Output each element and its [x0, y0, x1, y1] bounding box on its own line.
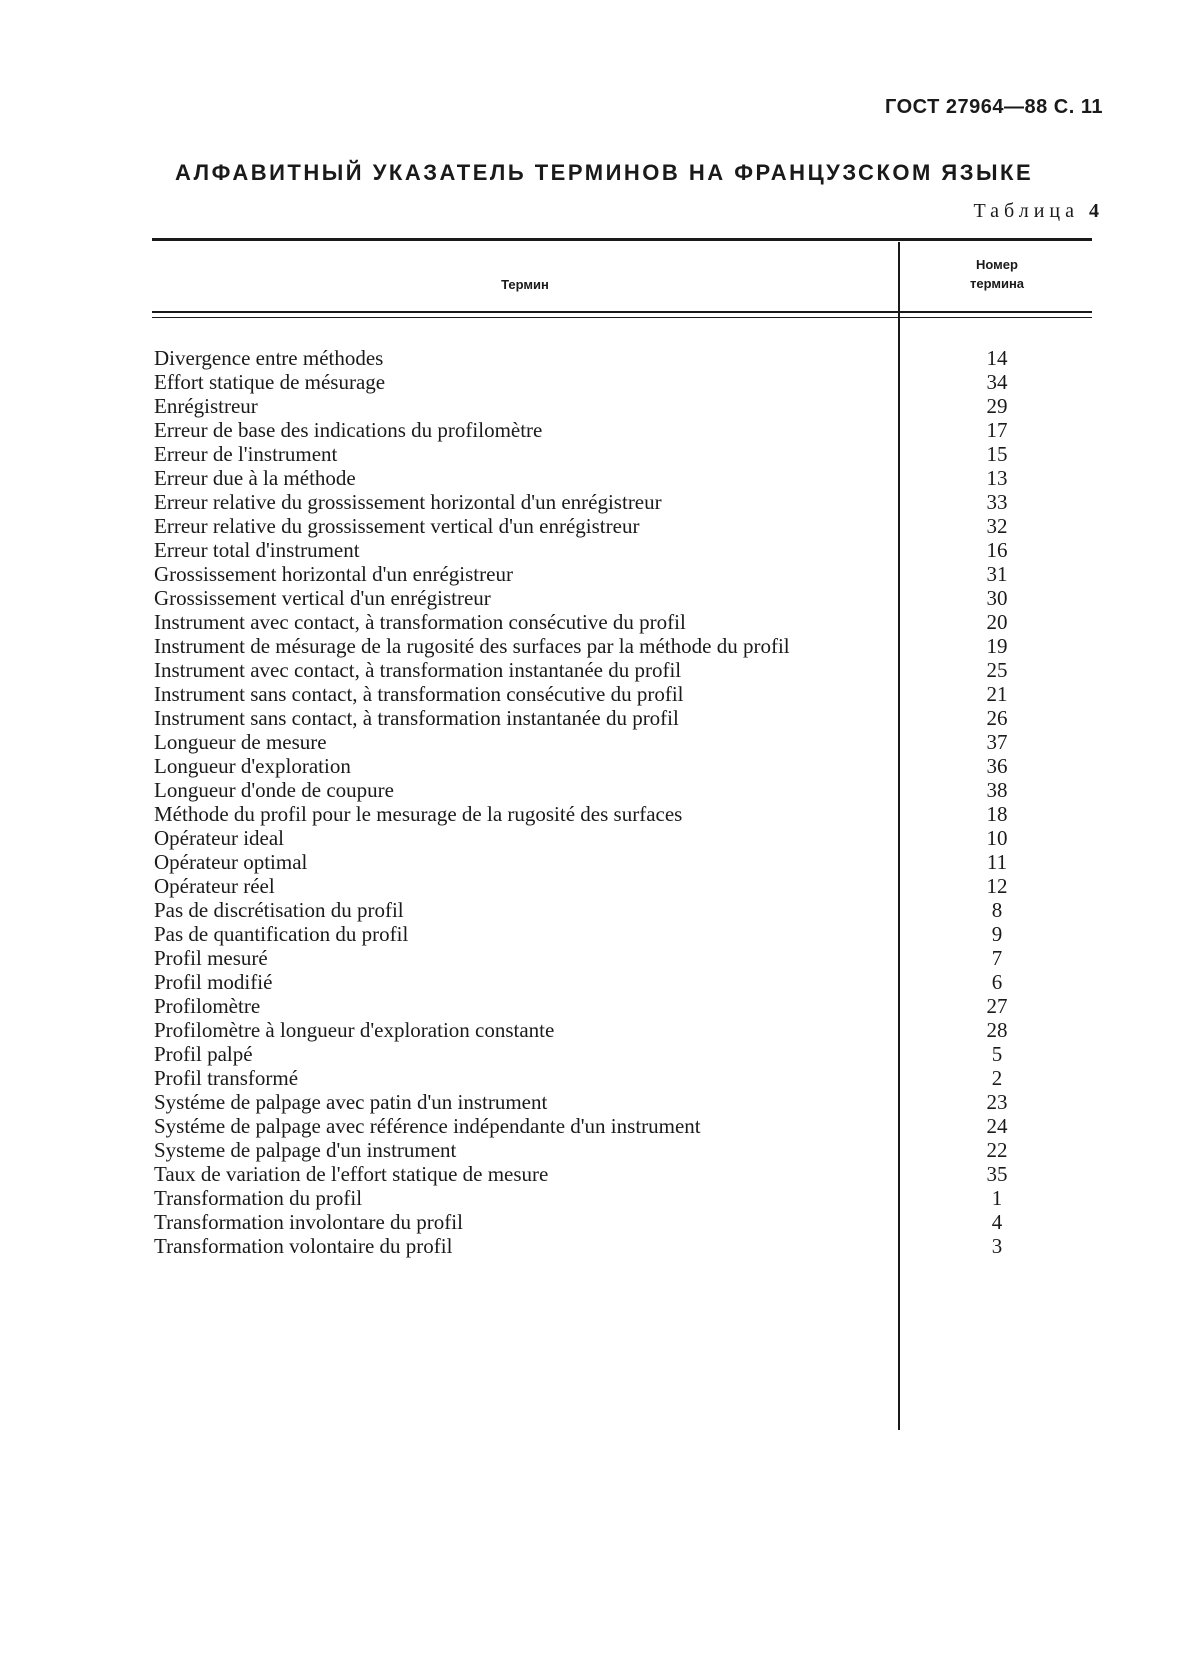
table-row — [152, 490, 1092, 514]
table-row — [152, 898, 1092, 922]
table-row — [152, 682, 1092, 706]
term-number-cell: 12 — [986, 874, 1008, 898]
table-row — [152, 586, 1092, 610]
term-cell: Grossissement vertical d'un enrégistreur — [154, 586, 491, 610]
table-row — [152, 826, 1092, 850]
table-row — [152, 922, 1092, 946]
table-row — [152, 850, 1092, 874]
table-row — [152, 610, 1092, 634]
table-body — [152, 318, 1092, 1258]
term-cell: Systéme de palpage avec référence indépendante d'un instrument — [154, 1114, 701, 1138]
term-cell: Transformation involontare du profil — [154, 1210, 463, 1234]
term-cell: Opérateur ideal — [154, 826, 285, 850]
term-number-cell: 1 — [991, 1186, 1003, 1210]
term-number-cell: 16 — [986, 538, 1008, 562]
term-cell: Erreur relative du grossissement horizontal d'un enrégistreur — [154, 490, 662, 514]
table-row — [152, 778, 1092, 802]
term-cell: Transformation du profil — [154, 1186, 363, 1210]
table-row — [152, 1114, 1092, 1138]
term-number-cell: 9 — [991, 922, 1003, 946]
term-cell: Profil transformé — [154, 1066, 299, 1090]
table-label-text: Таблица — [973, 200, 1079, 222]
term-cell: Longueur d'exploration — [154, 754, 351, 778]
table-row — [152, 658, 1092, 682]
term-cell: Enrégistreur — [154, 394, 258, 418]
term-cell: Longueur d'onde de coupure — [154, 778, 394, 802]
term-cell: Instrument sans contact, à transformation instantanée du profil — [154, 706, 679, 730]
term-number-cell: 34 — [986, 370, 1008, 394]
term-cell: Pas de quantification du profil — [154, 922, 409, 946]
table-row — [152, 1018, 1092, 1042]
term-number-cell: 19 — [986, 634, 1008, 658]
term-cell: Instrument avec contact, à transformation instantanée du profil — [154, 658, 682, 682]
term-cell: Instrument de mésurage de la rugosité des surfaces par la méthode du profil — [154, 634, 790, 658]
term-cell: Erreur total d'instrument — [154, 538, 360, 562]
column-header-number — [902, 255, 1092, 293]
table-row — [152, 994, 1092, 1018]
term-number-cell: 17 — [986, 418, 1008, 442]
table-row — [152, 1090, 1092, 1114]
table-header — [152, 241, 1092, 311]
term-cell: Transformation volontaire du profil — [154, 1234, 453, 1258]
table-row — [152, 538, 1092, 562]
table-column-divider — [898, 242, 900, 1430]
term-cell: Longueur de mesure — [154, 730, 327, 754]
term-number-cell: 13 — [986, 466, 1008, 490]
term-number-cell: 7 — [991, 946, 1003, 970]
table-row — [152, 754, 1092, 778]
term-cell: Profil modifié — [154, 970, 273, 994]
table-row — [152, 562, 1092, 586]
term-cell: Taux de variation de l'effort statique de mesure — [154, 1162, 549, 1186]
table-row — [152, 970, 1092, 994]
table-row — [152, 442, 1092, 466]
term-number-cell: 24 — [986, 1114, 1008, 1138]
term-number-cell: 25 — [986, 658, 1008, 682]
term-number-cell: 2 — [991, 1066, 1003, 1090]
term-number-cell: 28 — [986, 1018, 1008, 1042]
term-cell: Opérateur réel — [154, 874, 275, 898]
table-number: 4 — [1089, 200, 1099, 222]
term-cell: Profil palpé — [154, 1042, 253, 1066]
term-cell: Profil mesuré — [154, 946, 268, 970]
term-cell: Pas de discrétisation du profil — [154, 898, 404, 922]
table-row — [152, 634, 1092, 658]
term-cell: Erreur de l'instrument — [154, 442, 338, 466]
column-header-term: Термин — [501, 277, 549, 292]
table-row — [152, 1234, 1092, 1258]
term-number-cell: 8 — [991, 898, 1003, 922]
term-number-cell: 36 — [986, 754, 1008, 778]
table-row — [152, 874, 1092, 898]
table-header-rule — [152, 311, 1092, 318]
page-header-reference: ГОСТ 27964—88 С. 11 — [885, 96, 1103, 118]
table-row — [152, 802, 1092, 826]
table-row — [152, 946, 1092, 970]
table-row — [152, 1186, 1092, 1210]
term-number-cell: 5 — [991, 1042, 1003, 1066]
table-row — [152, 1210, 1092, 1234]
term-number-cell: 22 — [986, 1138, 1008, 1162]
table-row — [152, 346, 1092, 370]
term-number-cell: 27 — [986, 994, 1008, 1018]
table-row — [152, 466, 1092, 490]
term-number-cell: 31 — [986, 562, 1008, 586]
table-row — [152, 1042, 1092, 1066]
term-number-cell: 6 — [991, 970, 1003, 994]
term-number-cell: 11 — [986, 850, 1008, 874]
terms-table — [152, 238, 1092, 1258]
term-cell: Instrument sans contact, à transformation consécutive du profil — [154, 682, 684, 706]
term-cell: Systeme de palpage d'un instrument — [154, 1138, 457, 1162]
table-row — [152, 418, 1092, 442]
term-number-cell: 20 — [986, 610, 1008, 634]
term-number-cell: 35 — [986, 1162, 1008, 1186]
term-cell: Systéme de palpage avec patin d'un instrument — [154, 1090, 548, 1114]
table-row — [152, 394, 1092, 418]
term-cell: Profilomètre à longueur d'exploration constante — [154, 1018, 555, 1042]
term-number-cell: 4 — [991, 1210, 1003, 1234]
table-row — [152, 1162, 1092, 1186]
term-cell: Erreur relative du grossissement vertical d'un enrégistreur — [154, 514, 640, 538]
term-cell: Grossissement horizontal d'un enrégistreur — [154, 562, 513, 586]
table-row — [152, 1066, 1092, 1090]
term-number-cell: 23 — [986, 1090, 1008, 1114]
table-row — [152, 730, 1092, 754]
term-cell: Profilomètre — [154, 994, 261, 1018]
term-cell: Effort statique de mésurage — [154, 370, 386, 394]
table-row — [152, 370, 1092, 394]
term-cell: Instrument avec contact, à transformation consécutive du profil — [154, 610, 686, 634]
term-number-cell: 10 — [986, 826, 1008, 850]
page-title: АЛФАВИТНЫЙ УКАЗАТЕЛЬ ТЕРМИНОВ НА ФРАНЦУЗСКОМ ЯЗЫКЕ — [175, 160, 1034, 185]
table-row — [152, 706, 1092, 730]
term-number-cell: 30 — [986, 586, 1008, 610]
column-header-number-line1: Номер — [976, 257, 1018, 272]
term-number-cell: 15 — [986, 442, 1008, 466]
term-number-cell: 26 — [986, 706, 1008, 730]
term-cell: Erreur due à la méthode — [154, 466, 356, 490]
term-number-cell: 21 — [986, 682, 1008, 706]
term-number-cell: 37 — [986, 730, 1008, 754]
term-number-cell: 14 — [986, 346, 1008, 370]
term-cell: Opérateur optimal — [154, 850, 308, 874]
column-header-number-line2: термина — [969, 276, 1025, 291]
term-number-cell: 32 — [986, 514, 1008, 538]
table-row — [152, 1138, 1092, 1162]
term-cell: Erreur de base des indications du profilomètre — [154, 418, 543, 442]
table-row — [152, 514, 1092, 538]
term-number-cell: 29 — [986, 394, 1008, 418]
term-cell: Divergence entre méthodes — [154, 346, 384, 370]
term-number-cell: 38 — [986, 778, 1008, 802]
term-cell: Méthode du profil pour le mesurage de la rugosité des surfaces — [154, 802, 683, 826]
term-number-cell: 3 — [991, 1234, 1003, 1258]
term-number-cell: 18 — [986, 802, 1008, 826]
table-label — [973, 200, 1099, 223]
term-number-cell: 33 — [986, 490, 1008, 514]
